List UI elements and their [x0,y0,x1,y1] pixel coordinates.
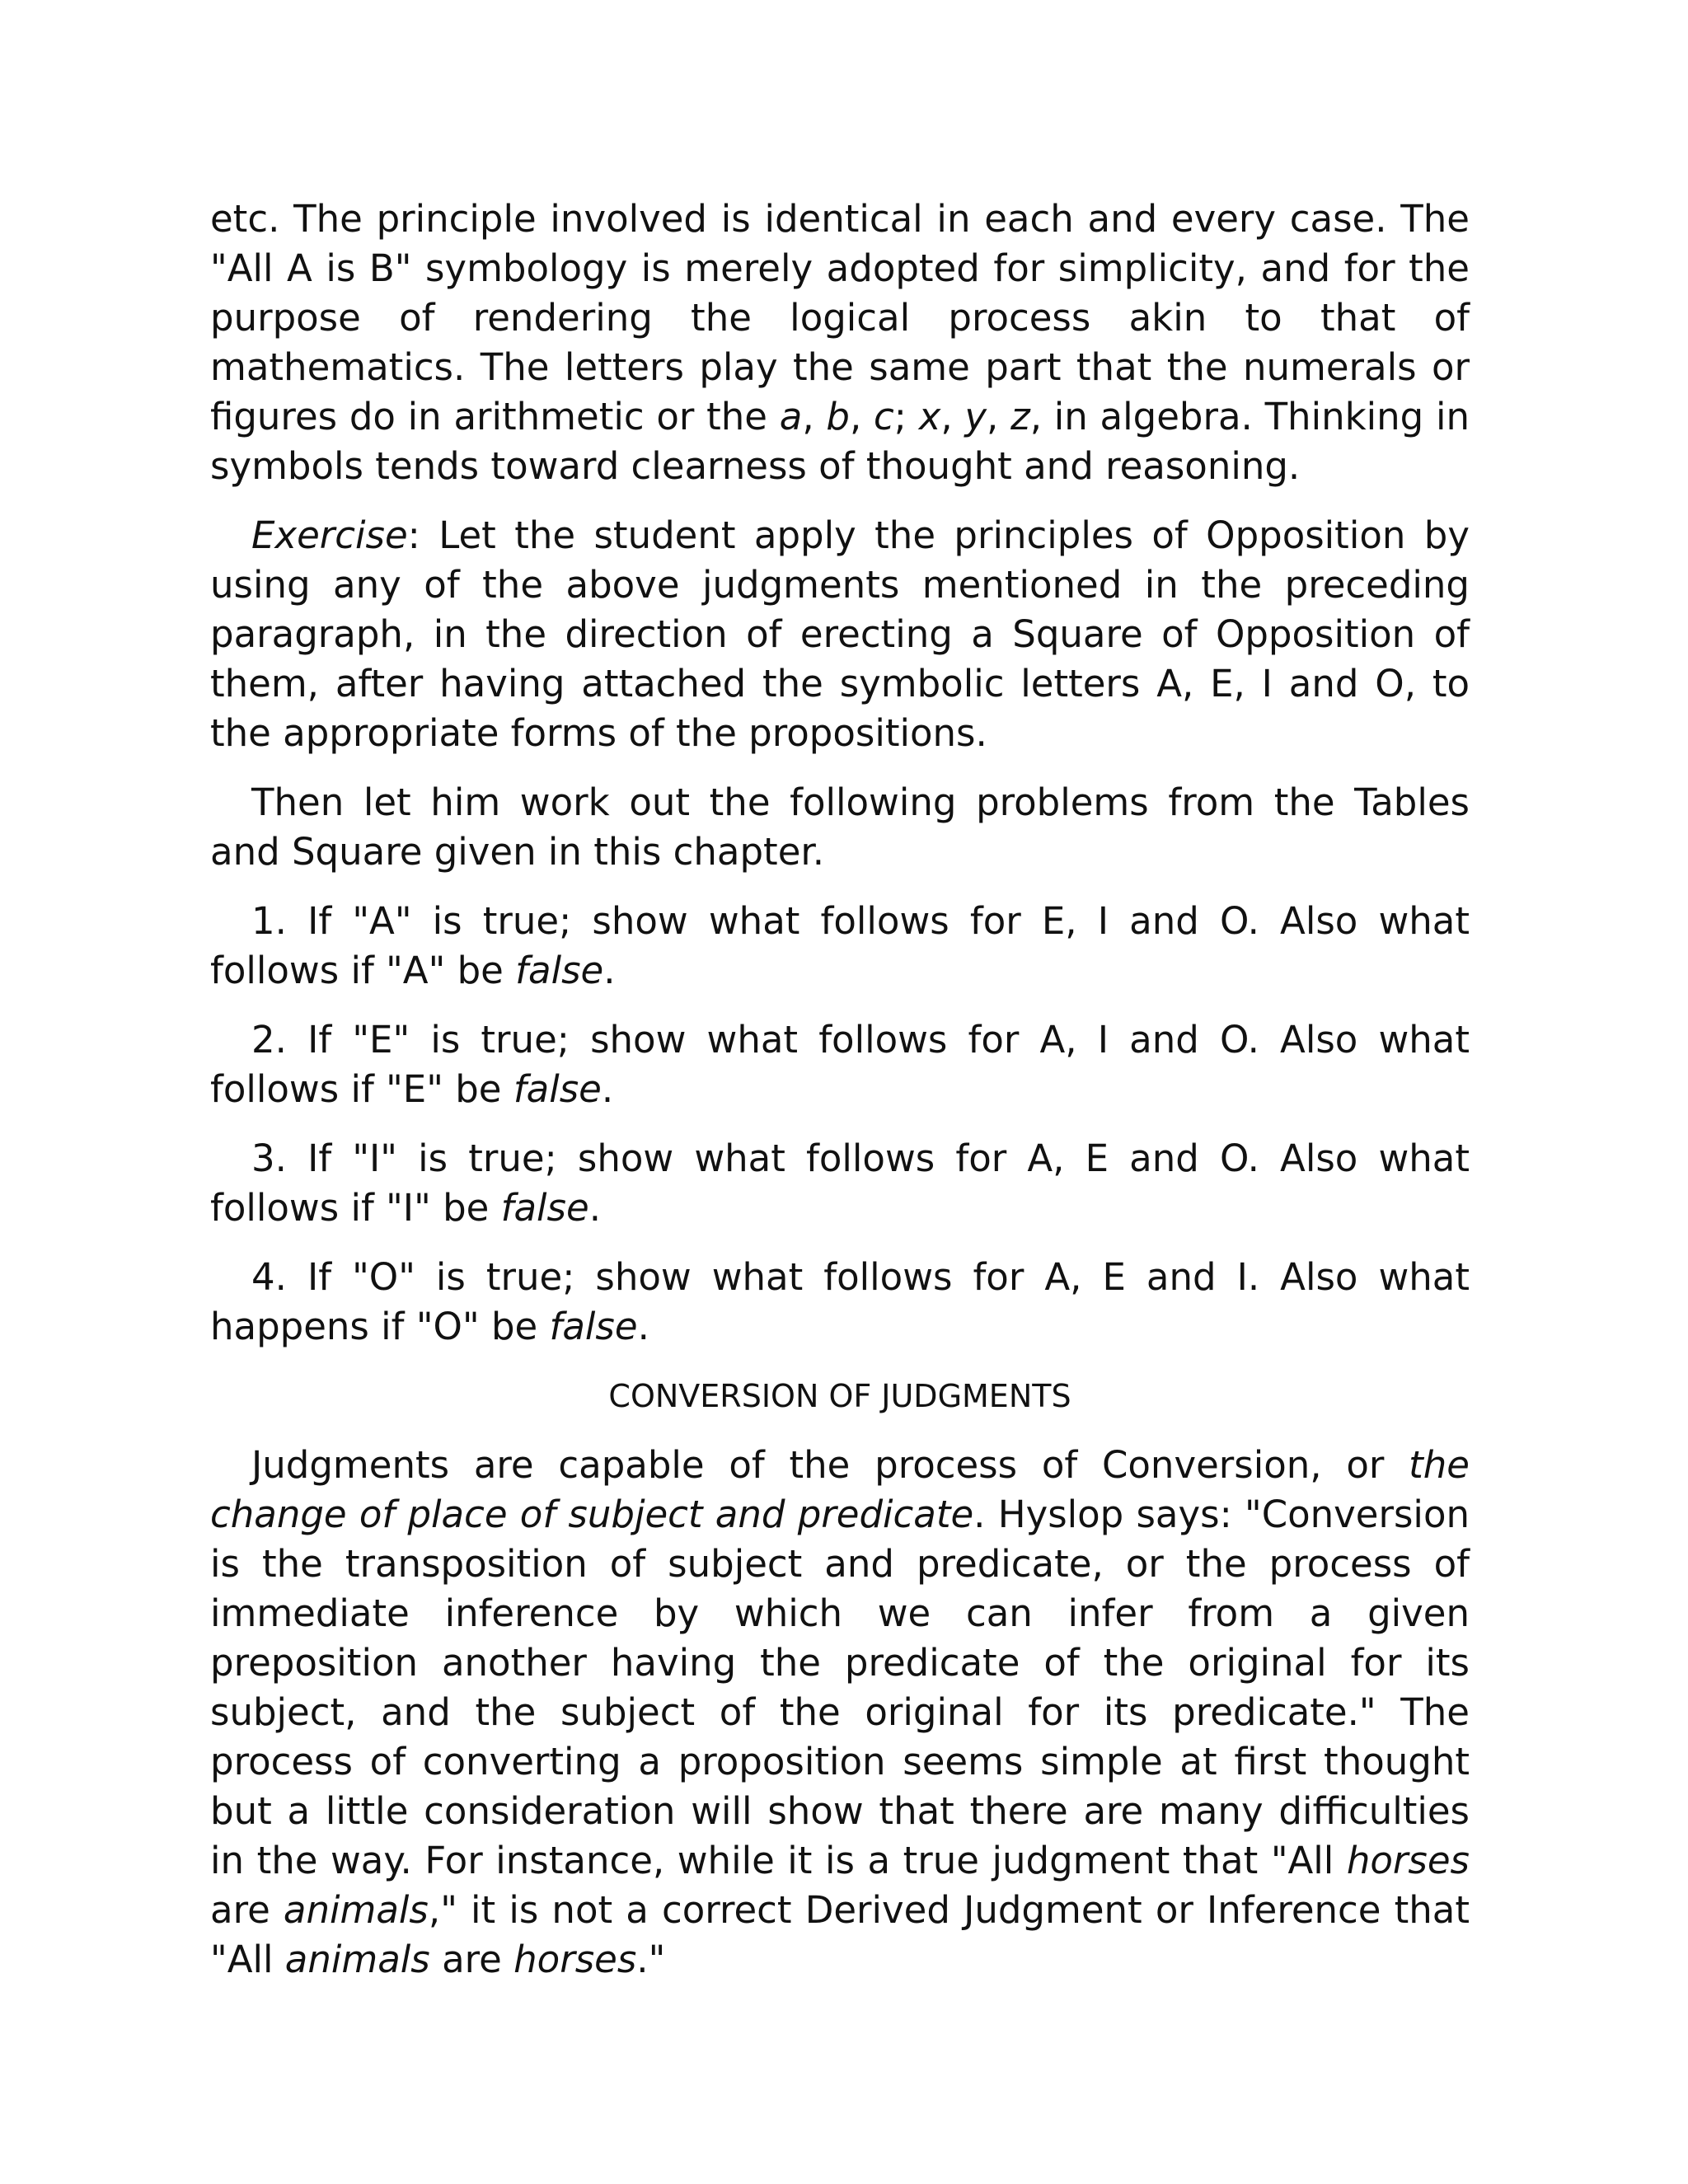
paragraph-exercise: Exercise: Let the student apply the principles of Opposition by using any of the above judgments mentioned in the preceding paragraph, in the direction of erecting a Square of Opposition of them, after having attached the symbolic letters A, E, I and O, to the appropriate forms of the propositions. [210,513,1470,755]
document-page [210,194,1470,2004]
problem-item: 2. If "E" is true; show what follows for A, I and O. Also what follows if "E" be false. [210,1018,1470,1111]
paragraph-conversion: Judgments are capable of the process of Conversion, or the change of place of subject and predicate. Hyslop says: "Conversion is the transposition of subject and predicate, or the process of immediate inference by which we can infer from a given preposition another having the predicate of the original for its subject, and the subject of the original for its predicate." The process of converting a proposition seems simple at first thought but a little consideration will show that there are many difficulties in the way. For instance, while it is a true judgment that "All horses are animals," it is not a correct Derived Judgment or Inference that "All animals are horses." [210,1443,1470,1981]
paragraph-symbology: etc. The principle involved is identical in each and every case. The "All A is B" symbology is merely adopted for simplicity, and for the purpose of rendering the logical process akin to that of mathematics. The letters play the same part that the numerals or figures do in arithmetic or the a, b, c; x, y, z, in algebra. Thinking in symbols tends toward clearness of thought and reasoning. [210,197,1470,488]
paragraph-problems-intro: Then let him work out the following problems from the Tables and Square given in this chapter. [210,780,1470,874]
problem-item: 4. If "O" is true; show what follows for A, E and I. Also what happens if "O" be false. [210,1255,1470,1348]
section-heading: CONVERSION OF JUDGMENTS [608,1378,1071,1414]
problem-item: 3. If "I" is true; show what follows for A, E and O. Also what follows if "I" be false. [210,1137,1470,1230]
problem-item: 1. If "A" is true; show what follows for E, I and O. Also what follows if "A" be false. [210,899,1470,992]
